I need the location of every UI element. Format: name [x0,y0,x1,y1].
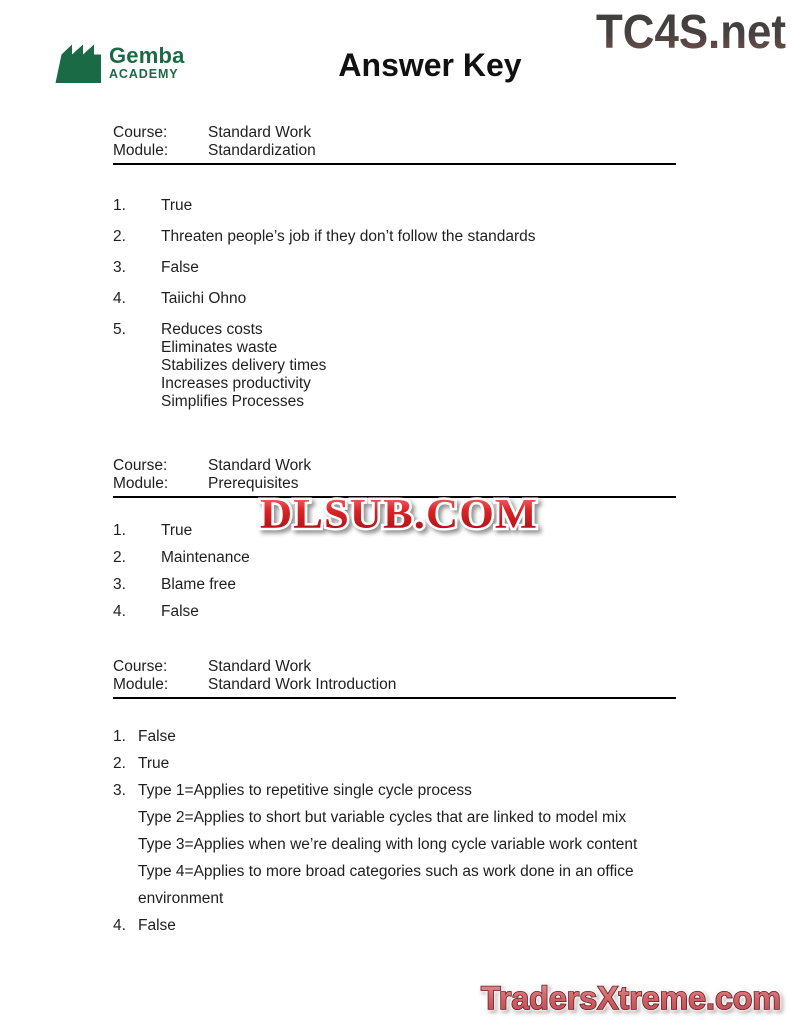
course-value: Standard Work [208,658,312,675]
answer-line: False [161,259,199,276]
answer-text [138,917,676,944]
answer-item [113,917,676,944]
answer-line: Taiichi Ohno [161,290,247,307]
watermark-tradersxtreme-text: TradersXtreme.com [481,980,781,1016]
answer-text [161,321,676,411]
answer-line: Blame free [161,576,236,593]
section-header [113,658,676,699]
module-label: Module: [113,475,169,492]
answer-text [161,576,676,594]
module-label: Module: [113,676,169,693]
course-row [113,124,676,142]
answer-line: Type 2=Applies to short but variable cycles that are linked to model mix [138,809,627,826]
answer-line: False [161,603,199,620]
answers-list [113,522,676,621]
answer-text [161,197,676,215]
answer-line: Increases productivity [161,375,311,392]
module-label: Module: [113,142,169,159]
answer-item [113,782,676,917]
course-label: Course: [113,658,168,675]
answer-item [113,755,676,782]
answer-number: 4. [113,603,126,620]
answer-line: Simplifies Processes [161,393,304,410]
watermark-dlsub-text: DLSUB.COM [260,492,538,538]
course-row [113,457,676,475]
tradersxtreme-watermark-text-icon [475,976,787,1020]
answer-number: 3. [113,576,126,593]
answer-line: True [161,197,193,214]
answer-line: Maintenance [161,549,250,566]
answer-number: 4. [113,290,126,307]
answer-text [161,290,676,308]
answer-line: False [138,917,176,934]
answer-number: 2. [113,755,126,772]
answers-list [113,197,676,411]
answer-item [113,259,676,277]
answer-item [113,549,676,567]
section-header [113,457,676,498]
answer-line: True [138,755,170,772]
answer-item [113,228,676,246]
answer-text [161,603,676,621]
answer-text [161,259,676,277]
answer-item [113,576,676,594]
answer-item [113,290,676,308]
answer-line: Reduces costs [161,321,263,338]
answer-item [113,728,676,755]
answers-list [113,728,676,944]
answer-section [113,124,676,411]
module-row [113,142,676,160]
answer-number: 3. [113,259,126,276]
module-row [113,475,676,493]
course-row [113,658,676,676]
answer-line: True [161,522,193,539]
answer-text [161,549,676,567]
course-value: Standard Work [208,457,312,474]
answer-line: False [138,728,176,745]
answer-line: Threaten people’s job if they don’t follow the standards [161,228,536,245]
answer-line: Type 3=Applies when we’re dealing with long cycle variable work content [138,836,638,853]
answer-number: 1. [113,728,126,745]
course-value: Standard Work [208,124,312,141]
answer-number: 4. [113,917,126,934]
answer-line: environment [138,890,224,907]
answer-text [138,728,676,755]
answer-number: 2. [113,228,126,245]
answer-number: 1. [113,522,126,539]
course-label: Course: [113,124,168,141]
answer-line: Type 1=Applies to repetitive single cycle process [138,782,472,799]
answer-number: 3. [113,782,126,799]
module-value: Standard Work Introduction [208,676,397,693]
answer-item [113,603,676,621]
watermark-tc4s-text: TC4S.net [596,6,787,59]
section-header [113,124,676,165]
logo-brand-subtitle: ACADEMY [109,67,179,81]
answer-text [138,782,676,917]
answer-text [138,755,676,782]
answer-line: Type 4=Applies to more broad categories such as work done in an office [138,863,634,880]
answer-line: Eliminates waste [161,339,278,356]
answer-line: Stabilizes delivery times [161,357,327,374]
answer-text [161,228,676,246]
answer-section [113,457,676,621]
module-row [113,676,676,694]
answer-text [161,522,676,540]
logo-brand-name: Gemba [109,43,185,68]
module-value: Prerequisites [208,475,299,492]
answer-number: 1. [113,197,126,214]
answer-number: 5. [113,321,126,338]
answer-number: 2. [113,549,126,566]
answer-item [113,522,676,540]
sections-container [113,124,676,944]
page-title: Answer Key [338,47,522,83]
watermark-tradersxtreme [475,976,787,1025]
course-label: Course: [113,457,168,474]
answer-item [113,197,676,215]
answer-item [113,321,676,411]
module-value: Standardization [208,142,316,159]
answer-section [113,658,676,944]
